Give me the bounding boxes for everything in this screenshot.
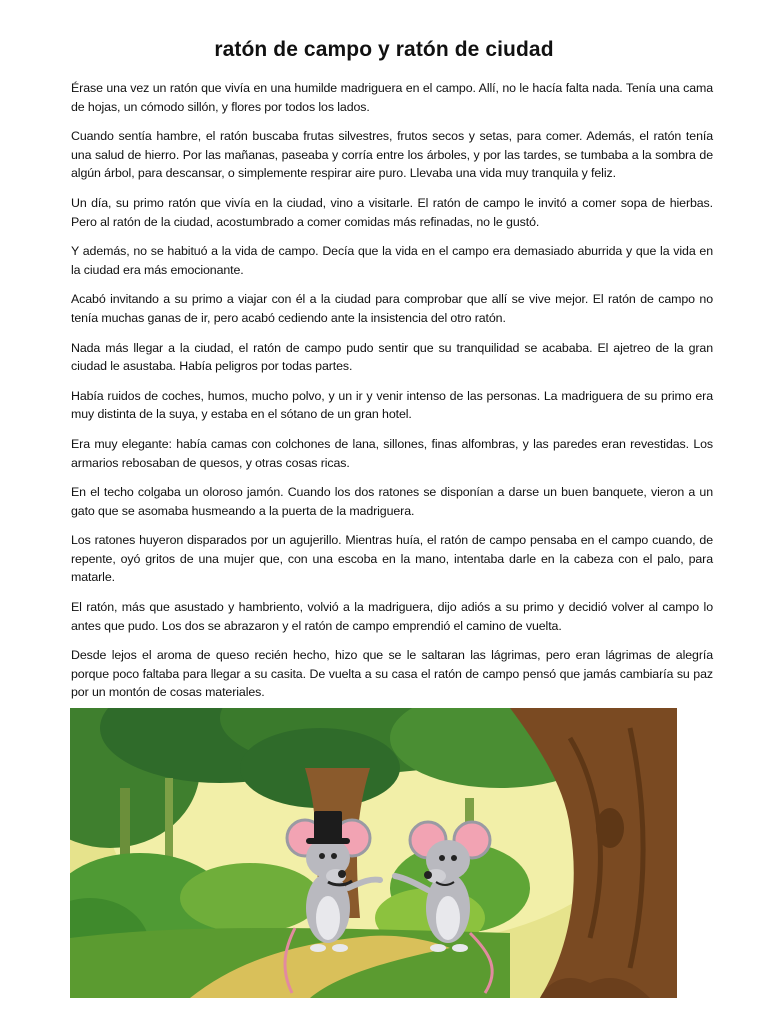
mouse-foot [332,944,348,952]
top-hat [314,811,342,841]
mouse-belly [436,896,460,940]
mouse-belly [316,896,340,940]
mouse-eye [439,855,445,861]
paragraph: Desde lejos el aroma de queso recién hecho, hizo que se le saltaran las lágrimas, pero eran lágrimas de alegría porque poco faltaba para llegar a su casita. De vuelta a su casa el ratón de campo pensó que jamás cambiaría su paz por un montón de cosas materiales. [71,648,713,700]
mouse-foot [452,944,468,952]
paragraph: En el techo colgaba un oloroso jamón. Cuando los dos ratones se disponían a darse un buen banquete, vieron a un gato que se asomaba husmeando a la puerta de la madriguera. [71,485,713,518]
page-title: ratón de campo y ratón de ciudad [214,38,554,61]
mouse-nose [338,870,346,878]
mouse-eye [451,855,457,861]
forest-scene [70,708,677,998]
bush-mid [180,863,320,933]
paragraph: Había ruidos de coches, humos, mucho polvo, y un ir y venir intenso de las personas. La madriguera de su primo era muy distinta de la suya, y estaba en el sótano de un gran hotel. [71,388,713,422]
story-illustration [70,708,677,998]
story-text [71,79,713,713]
mouse-eye [319,853,325,859]
tree-knot [596,808,624,848]
paragraph: El ratón, más que asustado y hambriento, volvió a la madriguera, dijo adiós a su primo y decidió volver al campo lo antes que pudo. Los dos se abrazaron y el ratón de campo emprendió el camino de vuelta. [71,600,713,633]
top-hat-brim [306,838,350,844]
paragraph: Érase una vez un ratón que vivía en una humilde madriguera en el campo. Allí, no le hacía falta nada. Tenía una cama de hojas, un cómodo sillón, y flores por todos los lados. [71,81,713,114]
paragraph: Nada más llegar a la ciudad, el ratón de campo pudo sentir que su tranquilidad se acababa. El ajetreo de la gran ciudad le asustaba. Había peligros por todas partes. [71,340,713,374]
paragraph: Era muy elegante: había camas con colchones de lana, sillones, finas alfombras, y las paredes eran revestidas. Los armarios rebosaban de quesos, y otras cosas ricas. [71,436,713,470]
mouse-foot [430,944,446,952]
paragraph: Los ratones huyeron disparados por un agujerillo. Mientras huía, el ratón de campo pensaba en el campo cuando, de repente, oyó gritos de una mujer que, con una escoba en la mano, intentaba darle en la cabeza con el palo, para matarle. [71,533,713,585]
mouse-foot [310,944,326,952]
paragraph: Cuando sentía hambre, el ratón buscaba frutas silvestres, frutos secos y setas, para comer. Además, el ratón tenía una salud de hierro. Por las mañanas, paseaba y corría entre los árboles, y por las tardes, se tumbaba a la sombra de algún árbol, para descansar, o simplemente respirar aire puro. Llevaba una vida muy tranquila y feliz. [71,129,713,181]
paragraph: Y además, no se habituó a la vida de campo. Decía que la vida en el campo era demasiado aburrida y que la vida en la ciudad era más emocionante. [71,244,713,277]
mouse-eye [331,853,337,859]
paragraph: Un día, su primo ratón que vivía en la ciudad, vino a visitarle. El ratón de campo le invitó a comer sopa de hierbas. Pero al ratón de la ciudad, acostumbrado a comer comidas más refinadas, no le gustó. [71,195,713,229]
mouse-nose [424,871,432,879]
paragraph: Acabó invitando a su primo a viajar con él a la ciudad para comprobar que allí se vive mejor. El ratón de campo no tenía muchas ganas de ir, pero acabó cediendo ante la insistencia del otro ratón. [71,292,713,325]
